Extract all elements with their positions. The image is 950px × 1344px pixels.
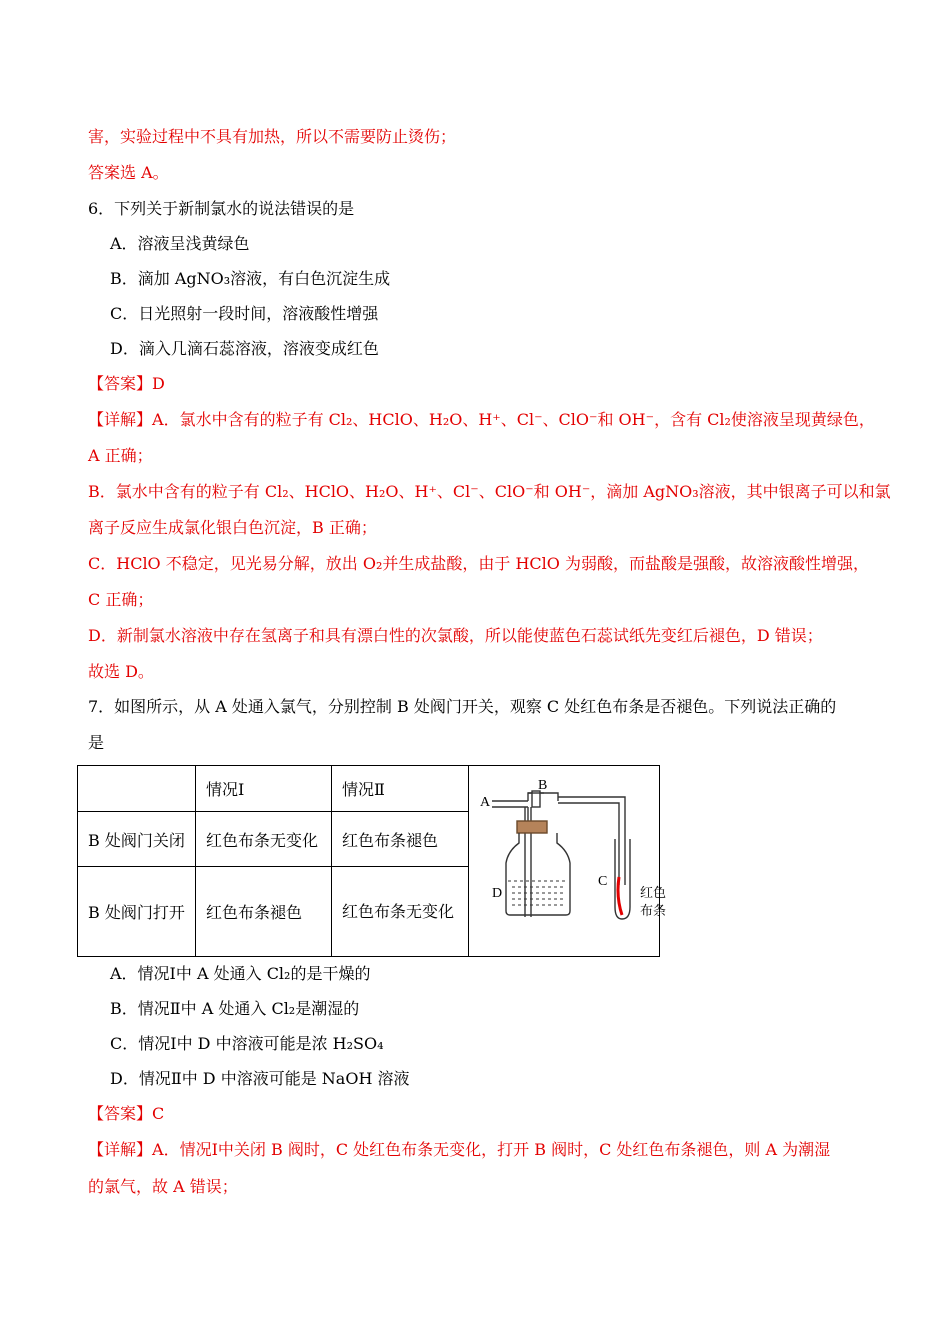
q6-option-a: A．溶液呈浅黄绿色 bbox=[110, 234, 250, 253]
label-d: D bbox=[492, 886, 503, 901]
label-c: C bbox=[598, 874, 608, 889]
q6-stem: 6．下列关于新制氯水的说法错误的是 bbox=[88, 199, 355, 218]
q6-detail-line: C 正确； bbox=[88, 590, 154, 609]
q6-option-c: C．日光照射一段时间，溶液酸性增强 bbox=[110, 304, 379, 323]
table-cell: 红色布条褪色 bbox=[332, 812, 469, 867]
detail-text: A．情况Ⅰ中关闭 B 阀时，C 处红色布条无变化，打开 B 阀时，C 处红色布条褪色，则 A 为潮湿 bbox=[152, 1140, 831, 1159]
q6-detail-line bbox=[88, 410, 875, 430]
label-a: A bbox=[480, 795, 491, 810]
apparatus-figure bbox=[470, 767, 675, 953]
label-strip-1: 红色 bbox=[640, 886, 667, 901]
q7-stem-cont: 是 bbox=[88, 733, 105, 752]
detail-tag: 【详解】 bbox=[88, 1140, 153, 1159]
q6-detail-line: A 正确； bbox=[88, 446, 153, 465]
q7-option-c: C．情况Ⅰ中 D 中溶液可能是浓 H₂SO₄ bbox=[110, 1034, 384, 1053]
table-cell: 情况Ⅰ bbox=[196, 766, 332, 812]
detail-text: A．氯水中含有的粒子有 Cl₂、HClO、H₂O、H⁺、Cl⁻、ClO⁻和 OH⁻，含有 Cl₂使溶液呈现黄绿色， bbox=[152, 410, 875, 429]
table-cell bbox=[78, 766, 196, 812]
answer-tag: 【答案】 bbox=[88, 374, 153, 393]
liquid-d bbox=[508, 881, 568, 905]
q7-option-a: A．情况Ⅰ中 A 处通入 Cl₂的是干燥的 bbox=[110, 964, 371, 983]
q7-option-d: D．情况Ⅱ中 D 中溶液可能是 NaOH 溶液 bbox=[110, 1069, 410, 1088]
answer-tag: 【答案】 bbox=[88, 1104, 153, 1123]
q6-detail-line: C．HClO 不稳定，见光易分解，放出 O₂并生成盐酸，由于 HClO 为弱酸，而盐酸是强酸，故溶液酸性增强， bbox=[88, 554, 869, 573]
label-strip-2: 布条 bbox=[640, 904, 667, 919]
q6-detail-line: 离子反应生成氯化银白色沉淀，B 正确； bbox=[88, 518, 377, 537]
table-cell: 红色布条无变化 bbox=[196, 812, 332, 867]
detail-tag: 【详解】 bbox=[88, 410, 153, 429]
q6-detail-line: B．氯水中含有的粒子有 Cl₂、HClO、H₂O、H⁺、Cl⁻、ClO⁻和 OH⁻，滴加 AgNO₃溶液，其中银离子可以和氯 bbox=[88, 482, 891, 501]
table-cell: 情况Ⅱ bbox=[332, 766, 469, 812]
q6-option-d: D．滴入几滴石蕊溶液，溶液变成红色 bbox=[110, 339, 379, 358]
q6-detail-line: 故选 D。 bbox=[88, 662, 154, 681]
q7-detail-line: 的氯气，故 A 错误； bbox=[88, 1177, 238, 1196]
table-cell: 红色布条无变化 bbox=[332, 867, 469, 957]
red-cloth-strip bbox=[618, 877, 622, 915]
inlet-pipe bbox=[492, 801, 528, 807]
q7-stem: 7．如图所示，从 A 处通入氯气，分别控制 B 处阀门开关，观察 C 处红色布条是否褪色。下列说法正确的 bbox=[88, 697, 837, 716]
prev-explanation-tail: 害，实验过程中不具有加热，所以不需要防止烫伤； bbox=[88, 127, 457, 146]
q7-answer bbox=[88, 1104, 164, 1124]
stopper bbox=[517, 821, 547, 833]
answer-value: C bbox=[152, 1104, 165, 1123]
q6-answer bbox=[88, 374, 165, 394]
q6-detail-line: D．新制氯水溶液中存在氢离子和具有漂白性的次氯酸，所以能使蓝色石蕊试纸先变红后褪色，D 错误； bbox=[88, 626, 823, 645]
table-cell: B 处阀门打开 bbox=[78, 867, 196, 957]
answer-value: D bbox=[152, 374, 165, 393]
q6-option-b: B．滴加 AgNO₃溶液，有白色沉淀生成 bbox=[110, 269, 391, 288]
gas-bottle bbox=[506, 833, 570, 915]
table-cell: B 处阀门关闭 bbox=[78, 812, 196, 867]
table-cell: 红色布条褪色 bbox=[196, 867, 332, 957]
q7-detail-line bbox=[88, 1140, 830, 1160]
q7-option-b: B．情况Ⅱ中 A 处通入 Cl₂是潮湿的 bbox=[110, 999, 360, 1018]
prev-answer-line: 答案选 A。 bbox=[88, 163, 169, 182]
label-b: B bbox=[538, 778, 548, 793]
